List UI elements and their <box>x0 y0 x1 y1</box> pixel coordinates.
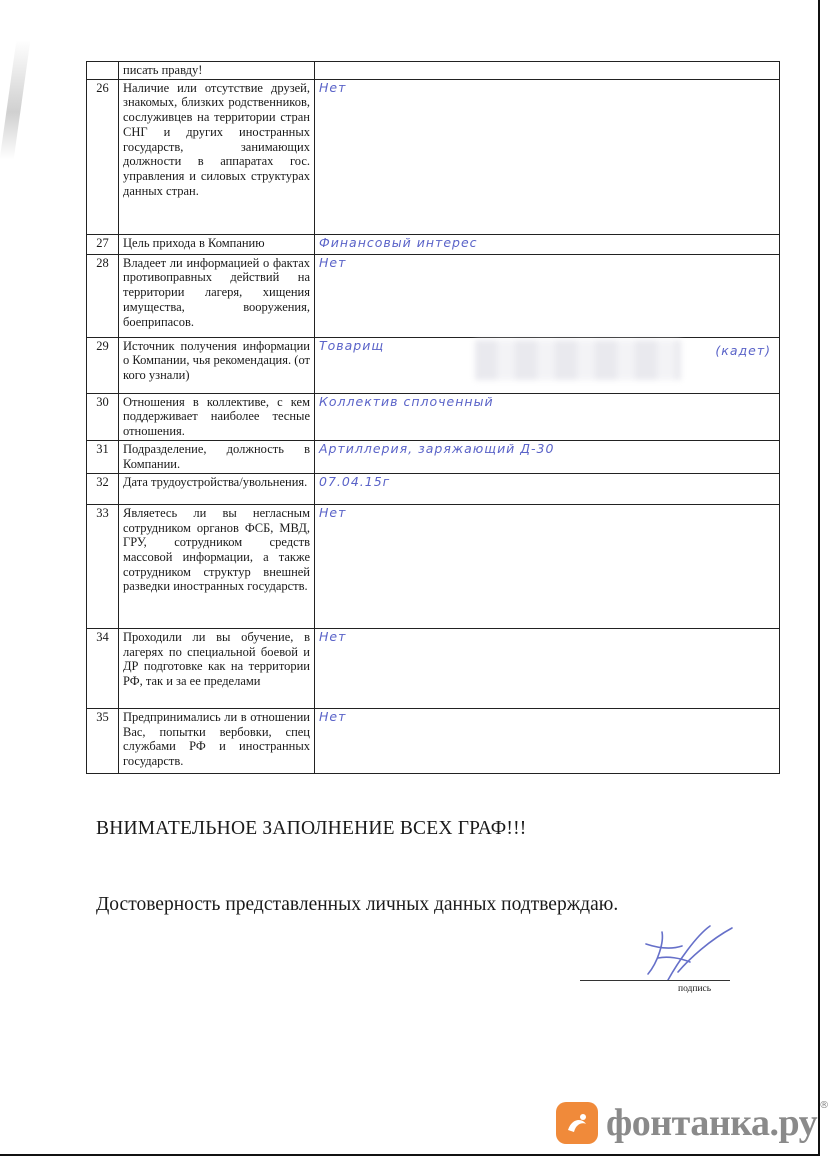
registered-mark: ® <box>819 1100 829 1111</box>
row-number: 33 <box>87 504 119 628</box>
handwritten-answer: Нет <box>315 628 780 708</box>
question-text: Являетесь ли вы негласным сотрудником органов ФСБ, МВД, ГРУ, сотрудником средств массовой информации, а также сотрудником структур внешней разведки иностранных государств. <box>119 504 315 628</box>
signature-line <box>580 980 730 981</box>
row-number: 31 <box>87 440 119 473</box>
question-text: Дата трудоустройства/увольнения. <box>119 473 315 504</box>
row-number: 26 <box>87 79 119 234</box>
handwritten-answer: 07.04.15г <box>315 473 780 504</box>
row-number: 30 <box>87 393 119 440</box>
handwritten-answer: Нет <box>315 254 780 337</box>
question-text: Владеет ли информацией о фактах противоправных действий на территории лагеря, хищения имущества, вооружения, боеприпасов. <box>119 254 315 337</box>
question-text: Предпринимались ли в отношении Вас, попытки вербовки, спец службами РФ и иностранных государств. <box>119 708 315 773</box>
handwritten-answer: Коллектив сплоченный <box>315 393 780 440</box>
table-row <box>87 504 780 628</box>
attention-notice: ВНИМАТЕЛЬНОЕ ЗАПОЛНЕНИЕ ВСЕХ ГРАФ!!! <box>96 818 527 839</box>
row-number: 27 <box>87 234 119 254</box>
question-text: Наличие или отсутствие друзей, знакомых, близких родственников, сослуживцев на территории стран СНГ и других иностранных государств, занимающих должности в аппаратах гос. управления и силовых структурах данных стран. <box>119 79 315 234</box>
table-row <box>87 708 780 773</box>
table-row <box>87 337 780 393</box>
fontanka-logo <box>556 1100 829 1146</box>
handwritten-answer: Нет <box>315 79 780 234</box>
question-text: писать правду! <box>119 62 315 80</box>
logo-text: фонтанка.ру <box>606 1102 818 1144</box>
redacted-name <box>475 340 681 380</box>
confirmation-statement: Достоверность представленных личных данных подтверждаю. <box>96 894 619 915</box>
question-text: Цель прихода в Компанию <box>119 234 315 254</box>
logo-badge-icon <box>556 1102 598 1144</box>
questionnaire-table <box>86 61 780 774</box>
question-text: Проходили ли вы обучение, в лагерях по специальной боевой и ДР подготовке как на территории РФ, так и за ее пределами <box>119 628 315 708</box>
row-number: 34 <box>87 628 119 708</box>
answer-text: Товарищ <box>319 337 385 353</box>
table-row <box>87 393 780 440</box>
table-row <box>87 234 780 254</box>
handwritten-answer <box>315 337 780 393</box>
handwritten-answer: Финансовый интерес <box>315 234 780 254</box>
question-text: Подразделение, должность в Компании. <box>119 440 315 473</box>
handwritten-answer: Артиллерия, заряжающий Д-30 <box>315 440 780 473</box>
row-number: 28 <box>87 254 119 337</box>
table-row <box>87 440 780 473</box>
handwritten-signature <box>628 922 738 984</box>
table-row <box>87 79 780 234</box>
question-text: Отношения в коллективе, с кем поддерживает наиболее тесные отношения. <box>119 393 315 440</box>
table-row <box>87 62 780 80</box>
table-row <box>87 254 780 337</box>
row-number: 32 <box>87 473 119 504</box>
handwritten-answer <box>315 62 780 80</box>
signature-caption: подпись <box>678 984 712 994</box>
table-row <box>87 628 780 708</box>
handwritten-answer: Нет <box>315 708 780 773</box>
row-number: 29 <box>87 337 119 393</box>
answer-suffix: (кадет) <box>715 342 771 358</box>
row-number: 35 <box>87 708 119 773</box>
row-number <box>87 62 119 80</box>
handwritten-answer: Нет <box>315 504 780 628</box>
question-text: Источник получения информации о Компании, чья рекомендация. (от кого узнали) <box>119 337 315 393</box>
table-row <box>87 473 780 504</box>
